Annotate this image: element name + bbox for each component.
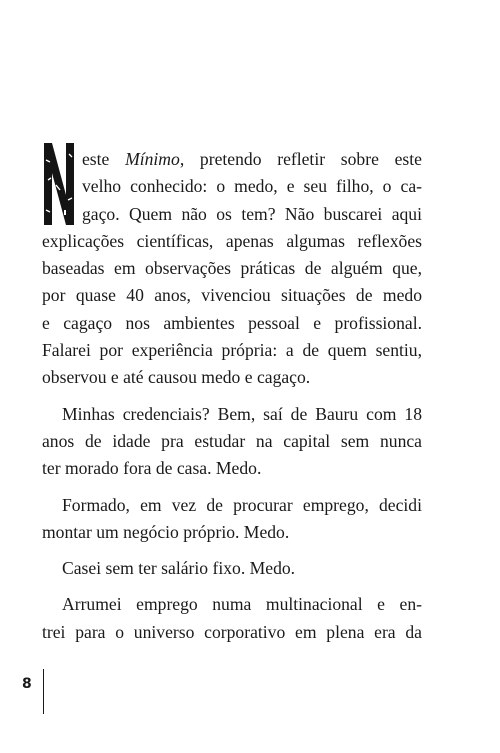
text-line: explicações científicas, apenas algumas reflexões (42, 230, 422, 251)
paragraph-2 (42, 401, 422, 483)
text-line: Arrumei emprego numa multinacional e en- (62, 594, 422, 615)
text-line: anos de idade pra estudar na capital sem nunca (42, 430, 422, 451)
page-number: 8 (22, 676, 32, 692)
text-line: Falarei por experiência própria: a de quem sentiu, (42, 340, 422, 361)
text-line: Casei sem ter salário fixo. Medo. (62, 558, 296, 579)
page-number-rule (43, 669, 44, 714)
text-line: gaço. Quem não os tem? Não buscarei aqui (82, 203, 422, 224)
paragraph-3 (42, 492, 422, 547)
text-line: por quase 40 anos, vivenciou situações de medo (42, 285, 422, 306)
text-fragment: , pretendo refletir sobre este (179, 149, 422, 169)
text-line: e cagaço nos ambientes pessoal e profissional. (42, 312, 422, 333)
text-line (42, 146, 422, 173)
text-line: Formado, em vez de procurar emprego, decidi (62, 494, 422, 515)
text-line: Minhas credenciais? Bem, saí de Bauru com 18 (62, 403, 422, 424)
text-line: montar um negócio próprio. Medo. (42, 521, 290, 542)
text-line: baseadas em observações práticas de alguém que, (42, 258, 422, 279)
paragraph-5 (42, 591, 422, 646)
text-line: observou e até causou medo e cagaço. (42, 367, 311, 388)
text-line: trei para o universo corporativo em plena era da (42, 621, 422, 642)
paragraph-4 (42, 555, 422, 582)
text-line: velho conhecido: o medo, e seu filho, o ca- (82, 176, 422, 197)
title-emphasis: Mínimo (125, 149, 180, 169)
text-fragment: este (82, 149, 126, 169)
body-text (42, 146, 422, 655)
paragraph-1 (42, 146, 422, 392)
text-line: ter morado fora de casa. Medo. (42, 458, 262, 479)
